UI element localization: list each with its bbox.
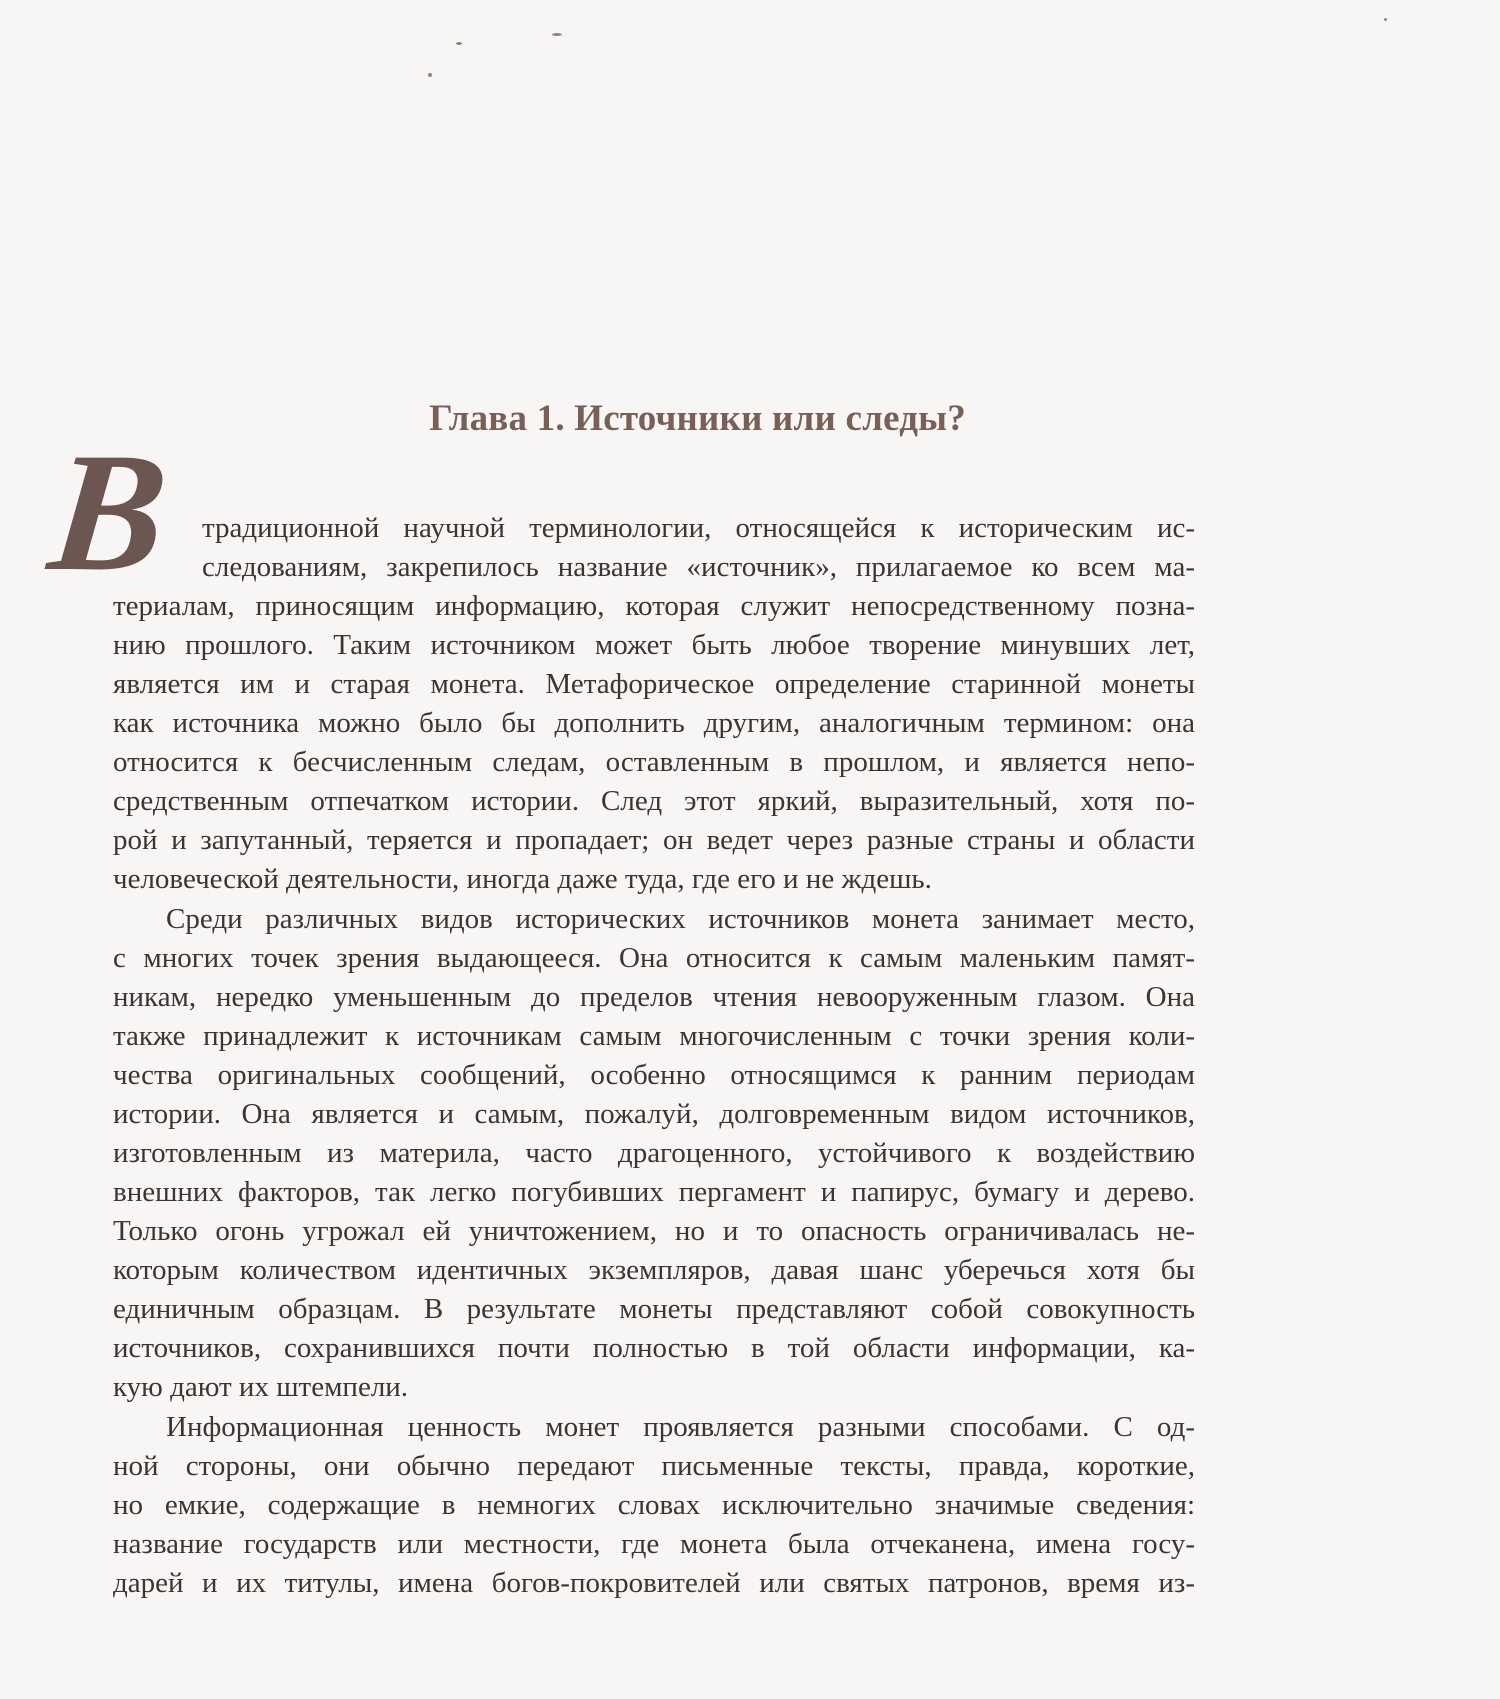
text-line: средственным отпечатком истории. След этот яркий, выразительный, хотя по- <box>113 785 1195 817</box>
scan-speck <box>1384 18 1387 21</box>
drop-cap-letter: В <box>42 418 176 606</box>
text-line: является им и старая монета. Метафорическое определение старинной монеты <box>113 668 1195 700</box>
text-line: с многих точек зрения выдающееся. Она относится к самым маленьким памят- <box>113 942 1195 974</box>
text-line: рой и запутанный, теряется и пропадает; он ведет через разные страны и области <box>113 824 1195 856</box>
text-line: Информационная ценность монет проявляется разными способами. С од- <box>166 1411 1195 1443</box>
text-line: нию прошлого. Таким источником может быть любое творение минувших лет, <box>113 629 1195 661</box>
text-line: кую дают их штемпели. <box>113 1371 409 1403</box>
text-line: следованиям, закрепилось название «источник», прилагаемое ко всем ма- <box>202 551 1195 583</box>
text-line: дарей и их титулы, имена богов-покровителей или святых патронов, время из- <box>113 1567 1195 1599</box>
chapter-title: Глава 1. Источники или следы? <box>429 398 966 439</box>
text-line: изготовленным из материла, часто драгоценного, устойчивого к воздействию <box>113 1137 1195 1169</box>
text-line: Только огонь угрожал ей уничтожением, но и то опасность ограничивалась не- <box>113 1215 1195 1247</box>
text-line: Среди различных видов исторических источников монета занимает место, <box>166 903 1195 935</box>
text-line: истории. Она является и самым, пожалуй, долговременным видом источников, <box>113 1098 1195 1130</box>
text-line: териалам, приносящим информацию, которая служит непосредственному позна- <box>113 590 1195 622</box>
text-line: ной стороны, они обычно передают письменные тексты, правда, короткие, <box>113 1450 1195 1482</box>
text-line: внешних факторов, так легко погубивших пергамент и папирус, бумагу и дерево. <box>113 1176 1195 1208</box>
text-line: человеческой деятельности, иногда даже туда, где его и не ждешь. <box>113 863 932 895</box>
text-line: чества оригинальных сообщений, особенно относящимся к ранним периодам <box>113 1059 1195 1091</box>
text-line: традиционной научной терминологии, относящейся к историческим ис- <box>202 512 1195 544</box>
text-line: относится к бесчисленным следам, оставленным в прошлом, и является непо- <box>113 746 1195 778</box>
drop-cap <box>42 418 176 606</box>
text-line: которым количеством идентичных экземпляров, давая шанс уберечься хотя бы <box>113 1254 1195 1286</box>
text-line: но емкие, содержащие в немногих словах исключительно значимые сведения: <box>113 1489 1195 1521</box>
text-line: название государств или местности, где монета была отчеканена, имена госу- <box>113 1528 1195 1560</box>
text-line: источников, сохранившихся почти полностью в той области информации, ка- <box>113 1332 1195 1364</box>
text-line: как источника можно было бы дополнить другим, аналогичным термином: она <box>113 707 1195 739</box>
scan-speck <box>428 73 432 77</box>
scan-speck <box>552 33 562 36</box>
scan-speck <box>456 42 462 45</box>
text-line: никам, нередко уменьшенным до пределов чтения невооруженным глазом. Она <box>113 981 1195 1013</box>
text-line: единичным образцам. В результате монеты представляют собой совокупность <box>113 1293 1195 1325</box>
text-line: также принадлежит к источникам самым многочисленным с точки зрения коли- <box>113 1020 1195 1052</box>
